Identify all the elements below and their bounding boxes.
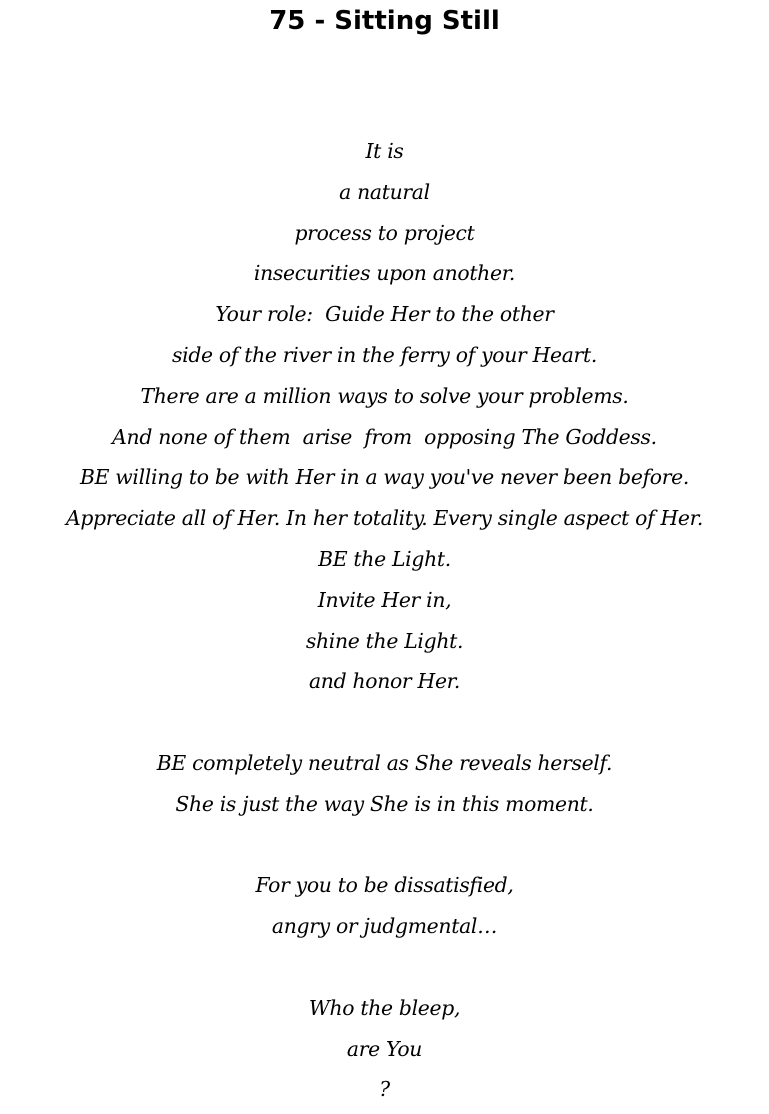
poem-line: shine the Light. [305, 628, 464, 653]
poem-line: process to project [294, 220, 475, 245]
poem-line: angry or judgmental… [271, 914, 498, 939]
poem-line: side of the river in the ferry of your Heart. [171, 342, 597, 367]
poem-line: There are a million ways to solve your problems. [140, 383, 629, 408]
poem-line: a natural [339, 179, 430, 204]
poem-line: BE the Light. [318, 546, 451, 571]
poem-blank-line [0, 825, 769, 866]
page-title: 75 - Sitting Still [269, 6, 500, 36]
poem-line: And none of them arise from opposing The Goddess. [112, 424, 657, 449]
poem-line: and honor Her. [308, 669, 461, 694]
poem-line: insecurities upon another. [253, 261, 516, 286]
poem-blank-line [0, 702, 769, 743]
poem-line: Appreciate all of Her. In her totality. Every single aspect of Her. [65, 506, 704, 531]
poem-blank-line [0, 947, 769, 988]
poem-line: Who the bleep, [308, 995, 461, 1020]
poem-line: BE completely neutral as She reveals herself. [156, 750, 613, 775]
poem-line: Invite Her in, [317, 587, 452, 612]
poem-line: ? [379, 1077, 390, 1102]
poem-body [0, 131, 769, 1110]
poem-line: She is just the way She is in this moment. [175, 791, 594, 816]
poem-line: are You [346, 1036, 423, 1061]
poem-line: It is [365, 139, 404, 163]
poem-line: BE willing to be with Her in a way you've never been before. [79, 465, 690, 490]
poem-line: For you to be dissatisfied, [255, 873, 514, 898]
poem-line: Your role: Guide Her to the other [215, 302, 554, 327]
